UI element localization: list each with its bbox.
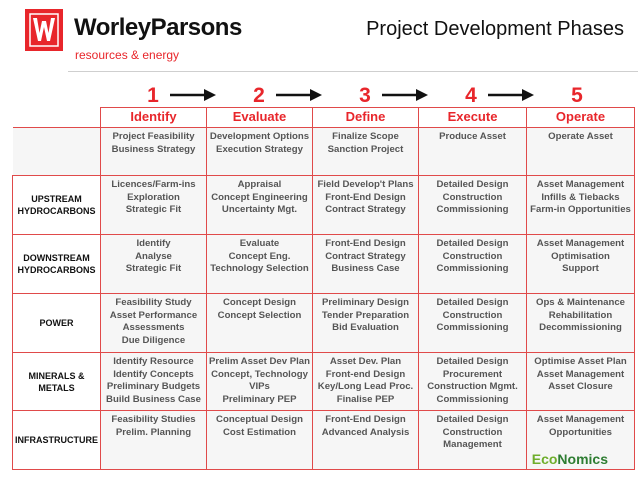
phase-header-row [13,108,635,128]
cell-line: Cost Estimation [222,426,297,438]
cell-line: Preliminary PEP [222,393,297,405]
cell-line: Identify [136,238,171,249]
cell-line: Produce Asset [439,131,506,142]
cell-line: Commissioning [436,204,509,216]
table-cell [527,176,635,235]
cell-line: Detailed Design [436,179,509,190]
general-cell-identify [101,128,207,176]
cell-line: Construction [442,309,503,321]
phase-header-evaluate: Evaluate [207,108,313,128]
cell-line: Support [562,263,599,275]
cell-line: Ops & Maintenance [535,297,626,308]
cell-line: Key/Long Lead Proc. [317,381,414,393]
sector-label [13,176,101,235]
cell-line: Prelim. Planning [115,426,192,438]
table-cell [101,411,207,470]
table-cell [207,353,313,411]
cell-line: Asset Management [536,368,625,380]
cell-line: Decommissioning [539,322,622,334]
table-cell [101,294,207,353]
cell-line: Prelim Asset Dev Plan [209,356,310,367]
cell-line: Exploration [127,191,180,203]
brand-tagline: resources & energy [75,48,180,62]
cell-line: Farm-in Opportunities [530,204,631,216]
table-cell [527,353,635,411]
cell-line: Identify Resource [113,356,194,367]
cell-line: Project Feasibility [112,131,195,142]
phase-number-1: 1 [147,84,159,107]
phase-header-define: Define [313,108,419,128]
table-cell [207,294,313,353]
cell-line: Technology Selection [210,263,309,275]
cell-line: Contract Strategy [325,204,406,216]
sector-label-line: UPSTREAM [31,194,82,204]
sector-row [13,353,635,411]
page-title: Project Development Phases [366,18,624,40]
sector-label [13,235,101,294]
sector-label [13,411,101,470]
cell-line: Conceptual Design [216,414,303,425]
arrow-right-icon [170,88,216,102]
cell-line: Analyse [135,250,172,262]
cell-line: Asset Performance [109,309,198,321]
sector-label [13,294,101,353]
cell-line: Detailed Design [436,297,509,308]
table-cell [419,353,527,411]
arrow-right-icon [276,88,322,102]
general-row [13,128,635,176]
cell-line: Strategic Fit [125,204,182,216]
cell-line: Identify Concepts [113,368,194,380]
cell-line: Optimisation [551,250,610,262]
table-corner [13,108,101,128]
table-cell [419,411,527,470]
arrow-right-icon [382,88,428,102]
sector-row [13,176,635,235]
arrow-right-icon [488,88,534,102]
cell-line: Build Business Case [106,393,201,405]
table-cell [207,235,313,294]
cell-line: Execution Strategy [216,143,303,155]
cell-line: Feasibility Study [115,297,192,308]
phase-number-5: 5 [571,84,583,107]
cell-line: Optimise Asset Plan [534,356,627,367]
sector-label-line: POWER [39,318,74,328]
cell-line: Asset Management [536,414,625,425]
cell-line: VIPs [249,381,270,393]
phases-table [12,107,635,470]
worleyparsons-logo-icon [25,9,63,51]
cell-line: Assessments [122,322,185,334]
sector-label-line: MINERALS & [28,370,85,381]
table-cell [207,176,313,235]
economics-logo-suffix: Nomics [557,451,608,467]
cell-line: Construction [442,250,503,262]
table-cell [419,176,527,235]
cell-line: Sanction Project [327,143,404,155]
cell-line: Concept, Technology [211,368,308,380]
table-cell [527,294,635,353]
table-cell [101,235,207,294]
cell-line: Licences/Farm-ins [111,179,196,190]
cell-line: Preliminary Design [322,297,409,308]
cell-line: Asset Management [536,179,625,190]
cell-line: Infills & Tiebacks [541,191,620,203]
cell-line: Development Options [209,131,310,142]
cell-line: Detailed Design [436,238,509,249]
cell-line: Asset Management [536,238,625,249]
cell-line: Commissioning [436,263,509,275]
sector-label-line: HYDROCARBONS [17,265,96,275]
phase-header-execute: Execute [419,108,527,128]
cell-line: Detailed Design [436,414,509,425]
brand-name: WorleyParsons [74,14,242,41]
economics-logo [532,451,608,467]
cell-line: Management [443,439,502,451]
table-cell [419,235,527,294]
cell-line: Advanced Analysis [321,426,410,438]
cell-line: Construction Mgmt. [427,381,518,393]
table-cell [527,235,635,294]
cell-line: Concept Eng. [228,250,291,262]
cell-line: Front-end Design [325,368,406,380]
table-cell [313,294,419,353]
sector-label [13,353,101,411]
cell-line: Feasibility Studies [111,414,196,425]
general-cell-operate [527,128,635,176]
cell-line: Business Case [331,263,400,275]
cell-line: Due Diligence [121,334,186,346]
table-cell [313,235,419,294]
cell-line: Procurement [442,368,503,380]
cell-line: Tender Preparation [321,309,410,321]
cell-line: Construction [442,426,503,438]
table-cell [101,353,207,411]
sector-label-line: INFRASTRUCTURE [15,435,98,445]
table-cell [313,353,419,411]
cell-line: Front-End Design [325,414,406,425]
cell-line: Concept Design [222,297,297,308]
general-cell-define [313,128,419,176]
table-cell [101,176,207,235]
cell-line: Bid Evaluation [332,322,399,334]
table-cell [419,294,527,353]
header-divider [68,71,638,72]
table-cell [313,411,419,470]
sector-label-line: METALS [38,382,75,393]
table-cell [207,411,313,470]
cell-line: Commissioning [436,393,509,405]
sector-row [13,235,635,294]
cell-line: Field Develop't Plans [317,179,414,190]
sector-row [13,294,635,353]
table-corner [13,128,101,176]
cell-line: Asset Closure [548,381,613,393]
phase-number-3: 3 [359,84,371,107]
phase-number-4: 4 [465,84,477,107]
cell-line: Uncertainty Mgt. [221,204,298,216]
cell-line: Finalize Scope [332,131,399,142]
cell-line: Operate Asset [548,131,613,142]
cell-line: Commissioning [436,322,509,334]
cell-line: Preliminary Budgets [106,381,201,393]
cell-line: Opportunities [549,426,612,438]
phase-number-2: 2 [253,84,265,107]
cell-line: Rehabilitation [548,309,613,321]
cell-line: Detailed Design [436,356,509,367]
cell-line: Front-End Design [325,191,406,203]
cell-line: Business Strategy [111,143,196,155]
cell-line: Evaluate [239,238,280,249]
cell-line: Strategic Fit [125,263,182,275]
cell-line: Appraisal [237,179,282,190]
cell-line: Contract Strategy [325,250,406,262]
cell-line: Finalise PEP [336,393,395,405]
phase-header-identify: Identify [101,108,207,128]
cell-line: Concept Engineering [211,191,308,203]
cell-line: Construction [442,191,503,203]
sector-label-line: DOWNSTREAM [23,253,90,263]
phase-header-operate: Operate [527,108,635,128]
cell-line: Asset Dev. Plan [329,356,402,367]
table-cell [313,176,419,235]
general-cell-execute [419,128,527,176]
cell-line: Concept Selection [217,309,302,321]
general-cell-evaluate [207,128,313,176]
cell-line: Front-End Design [325,238,406,249]
economics-logo-prefix: Eco [531,451,558,467]
sector-label-line: HYDROCARBONS [17,206,96,216]
